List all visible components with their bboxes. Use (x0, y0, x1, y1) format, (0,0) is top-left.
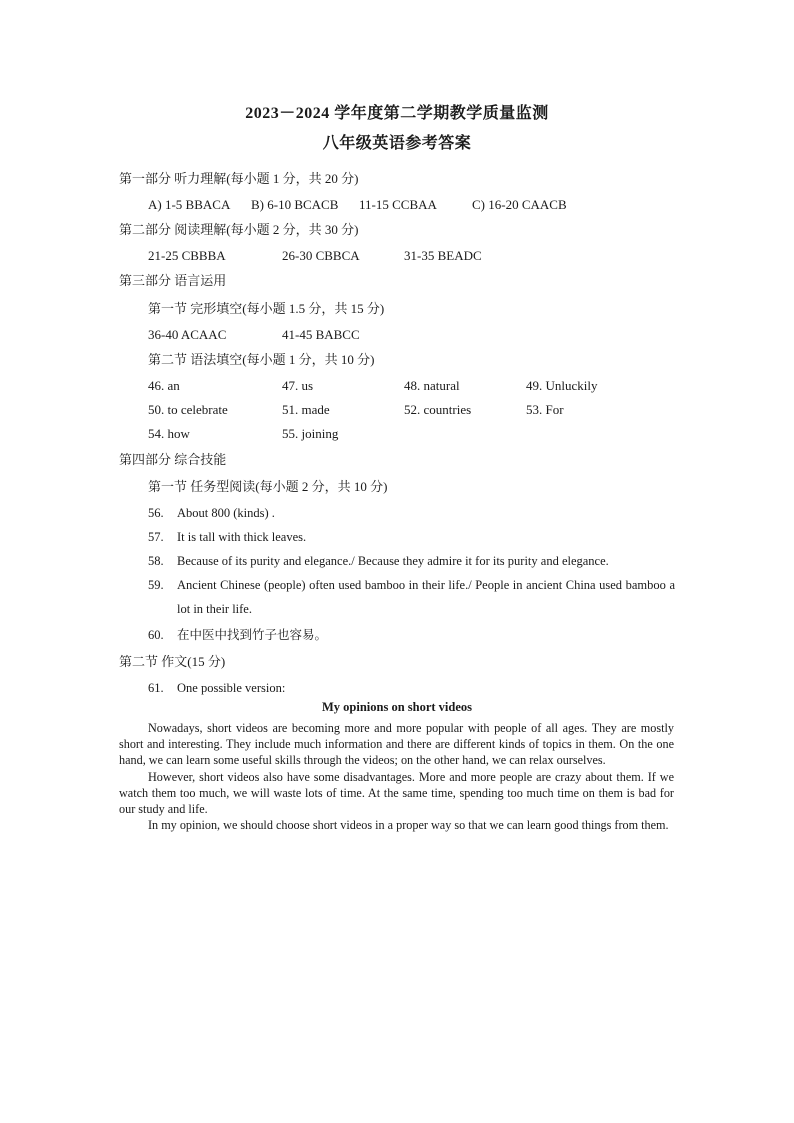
grammar-answer: 55. joining (282, 426, 339, 441)
part1-answer: A) 1-5 BBACA (148, 197, 231, 212)
part2-answer: 26-30 CBBCA (282, 248, 360, 263)
part1-answer: C) 16-20 CAACB (472, 197, 567, 212)
reading-answer: Ancient Chinese (people) often used bamboo in their life./ People in ancient China used bamboo a lot in their life. (177, 578, 675, 616)
reading-answer: Because of its purity and elegance./ Because they admire it for its purity and elegance. (177, 554, 609, 568)
part4-section1-heading: 第一节 任务型阅读(每小题 2 分，共 10 分) (148, 479, 388, 494)
part4-section2-heading: 第二节 作文(15 分) (119, 654, 226, 669)
grammar-answer: 49. Unluckily (526, 378, 598, 393)
part2-heading: 第二部分 阅读理解(每小题 2 分，共 30 分) (119, 222, 359, 237)
reading-answer: It is tall with thick leaves. (177, 530, 307, 544)
reading-answer: 在中医中找到竹子也容易。 (177, 628, 328, 642)
essay-label: One possible version: (177, 681, 286, 695)
question-number: 60. (148, 628, 164, 642)
part3-section1-answer: 36-40 ACAAC (148, 327, 227, 342)
part1-answer: 11-15 CCBAA (359, 197, 437, 212)
question-number: 61. (148, 681, 164, 695)
question-number: 58. (148, 554, 164, 568)
question-number: 59. (148, 578, 164, 592)
question-number: 56. (148, 506, 164, 520)
grammar-answer: 46. an (148, 378, 180, 393)
grammar-answer: 52. countries (404, 402, 472, 417)
grammar-answer: 51. made (282, 402, 330, 417)
part2-answer: 31-35 BEADC (404, 248, 482, 263)
grammar-answer: 53. For (526, 402, 564, 417)
grammar-answer: 47. us (282, 378, 314, 393)
grammar-answer: 48. natural (404, 378, 460, 393)
essay-paragraph: Nowadays, short videos are becoming more and more popular with people of all ages. They are mostly short and interesting. They include much information and there are different kinds of topics in them. On the one hand, we can learn some useful skills through the videos; on the other hand, we can relax ourselves. (119, 721, 674, 768)
essay-paragraph: However, short videos also have some disadvantages. More and more people are crazy about them. If we watch them too much, we will waste lots of time. At the same time, spending too much time on them is bad for our study and life. (119, 769, 674, 817)
part1-answer: B) 6-10 BCACB (251, 197, 339, 212)
essay-paragraph: In my opinion, we should choose short videos in a proper way so that we can learn good things from them. (148, 818, 669, 833)
grammar-answer: 54. how (148, 426, 190, 441)
question-number: 57. (148, 530, 164, 544)
document-title: 2023－2024 学年度第二学期教学质量监测 (245, 105, 549, 122)
part1-heading: 第一部分 听力理解(每小题 1 分，共 20 分) (119, 171, 359, 186)
grammar-answer: 50. to celebrate (148, 402, 228, 417)
part4-heading: 第四部分 综合技能 (119, 452, 227, 467)
part3-section2-heading: 第二节 语法填空(每小题 1 分，共 10 分) (148, 352, 375, 367)
document-subtitle: 八年级英语参考答案 (322, 135, 472, 152)
part3-section1-heading: 第一节 完形填空(每小题 1.5 分，共 15 分) (148, 301, 385, 316)
reading-answer: About 800 (kinds) . (177, 506, 275, 520)
part2-answer: 21-25 CBBBA (148, 248, 226, 263)
essay-title: My opinions on short videos (321, 700, 473, 714)
part3-heading: 第三部分 语言运用 (119, 273, 227, 288)
essay-body (119, 720, 674, 833)
part3-section1-answer: 41-45 BABCC (282, 327, 360, 342)
